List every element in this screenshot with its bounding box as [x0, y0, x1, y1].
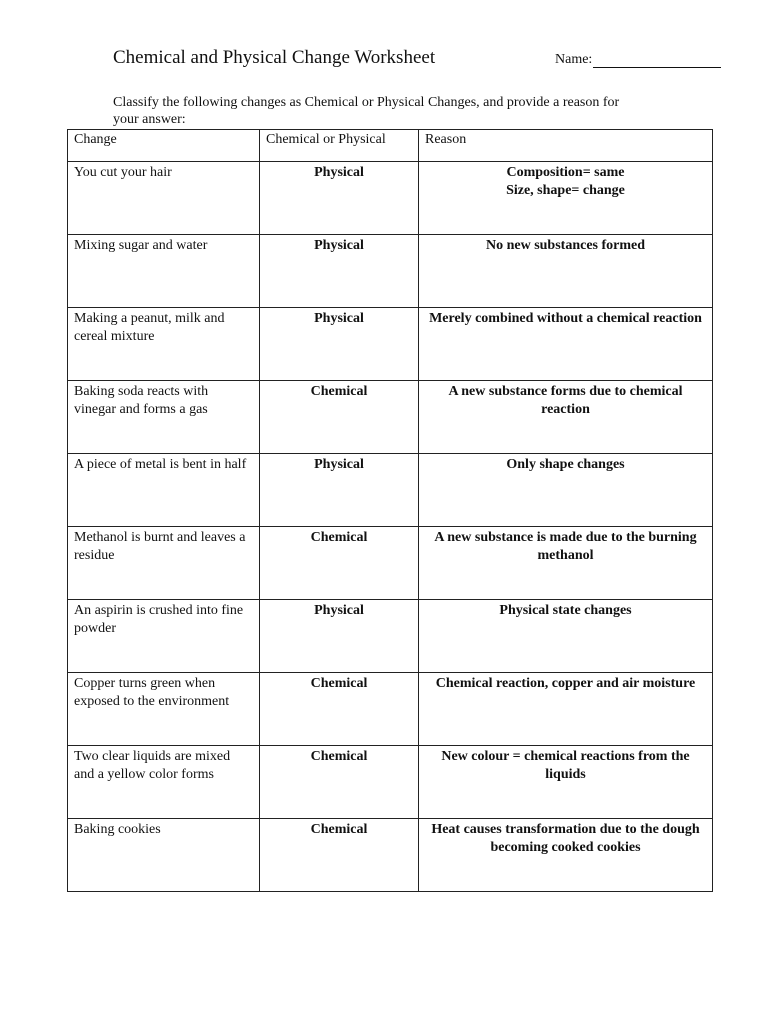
- change-cell: A piece of metal is bent in half: [68, 454, 260, 527]
- type-cell: Chemical: [260, 746, 419, 819]
- reason-cell: No new substances formed: [419, 235, 713, 308]
- change-cell: Baking soda reacts with vinegar and forms a gas: [68, 381, 260, 454]
- reason-line: Size, shape= change: [506, 183, 625, 198]
- table-row: [68, 381, 713, 454]
- header-chemical-or-physical: Chemical or Physical: [260, 130, 419, 162]
- change-cell: Making a peanut, milk and cereal mixture: [68, 308, 260, 381]
- table-row: [68, 454, 713, 527]
- reason-cell: Merely combined without a chemical reaction: [419, 308, 713, 381]
- reason-cell: New colour = chemical reactions from the liquids: [419, 746, 713, 819]
- reason-cell: Only shape changes: [419, 454, 713, 527]
- type-cell: Physical: [260, 162, 419, 235]
- change-cell: You cut your hair: [68, 162, 260, 235]
- table-row: [68, 308, 713, 381]
- reason-cell: Physical state changes: [419, 600, 713, 673]
- table-row: [68, 746, 713, 819]
- type-cell: Chemical: [260, 673, 419, 746]
- table-row: [68, 235, 713, 308]
- table-row: [68, 673, 713, 746]
- name-field: [555, 52, 721, 68]
- change-cell: Copper turns green when exposed to the environment: [68, 673, 260, 746]
- instructions-text: Classify the following changes as Chemical or Physical Changes, and provide a reason for your answer:: [113, 95, 620, 127]
- table-row: [68, 527, 713, 600]
- table-row: [68, 819, 713, 892]
- change-cell: Mixing sugar and water: [68, 235, 260, 308]
- type-cell: Physical: [260, 600, 419, 673]
- reason-line: Composition= same: [506, 165, 625, 180]
- header-reason: Reason: [419, 130, 713, 162]
- reason-cell: Chemical reaction, copper and air moisture: [419, 673, 713, 746]
- reason-cell: [419, 162, 713, 235]
- reason-cell: A new substance is made due to the burning methanol: [419, 527, 713, 600]
- table-row: [68, 162, 713, 235]
- type-cell: Chemical: [260, 819, 419, 892]
- classification-table: [67, 129, 713, 892]
- table-header-row: [68, 130, 713, 162]
- table-row: [68, 600, 713, 673]
- change-cell: Methanol is burnt and leaves a residue: [68, 527, 260, 600]
- change-cell: An aspirin is crushed into fine powder: [68, 600, 260, 673]
- type-cell: Chemical: [260, 527, 419, 600]
- reason-cell: Heat causes transformation due to the dough becoming cooked cookies: [419, 819, 713, 892]
- reason-cell: A new substance forms due to chemical reaction: [419, 381, 713, 454]
- worksheet-title: Chemical and Physical Change Worksheet: [113, 47, 436, 68]
- header-change: Change: [68, 130, 260, 162]
- type-cell: Chemical: [260, 381, 419, 454]
- change-cell: Two clear liquids are mixed and a yellow color forms: [68, 746, 260, 819]
- type-cell: Physical: [260, 308, 419, 381]
- change-cell: Baking cookies: [68, 819, 260, 892]
- type-cell: Physical: [260, 454, 419, 527]
- type-cell: Physical: [260, 235, 419, 308]
- name-blank-line: [593, 53, 721, 68]
- name-label: Name:: [555, 52, 593, 67]
